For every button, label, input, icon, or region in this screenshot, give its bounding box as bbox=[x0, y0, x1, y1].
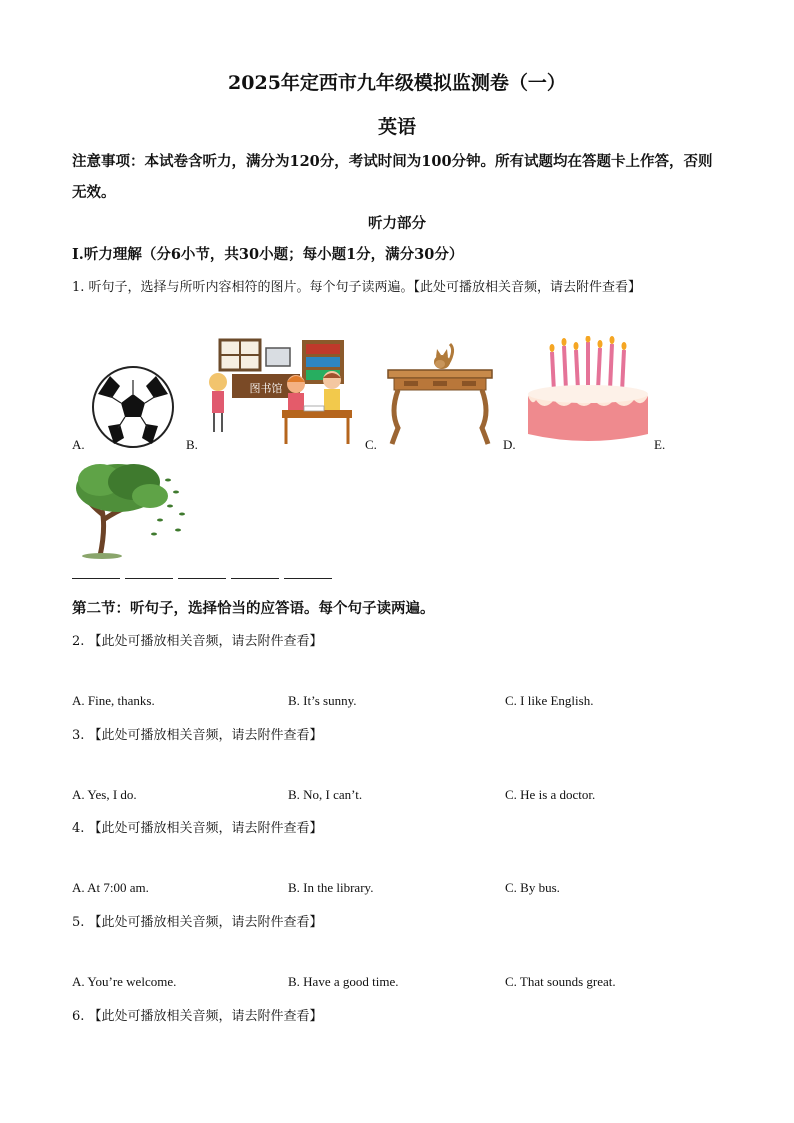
question-3-option-a: A. Yes, I do. bbox=[72, 787, 137, 802]
answer-blanks bbox=[72, 568, 332, 579]
question-3-option-b: B. No, I can’t. bbox=[288, 787, 363, 802]
question-4-option-b: B. In the library. bbox=[288, 880, 374, 895]
question-5-prompt: 5. 【此处可播放相关音频，请去附件查看】 bbox=[72, 915, 323, 930]
question-2-option-b: B. It’s sunny. bbox=[288, 693, 357, 708]
question-6-prompt: 6. 【此处可播放相关音频，请去附件查看】 bbox=[72, 1009, 323, 1024]
cat-on-table-icon bbox=[384, 340, 496, 448]
question-4-option-c: C. By bus. bbox=[505, 880, 560, 895]
listening-section-title: 听力部分 bbox=[368, 215, 426, 232]
exam-title: 2025年定西市九年级模拟监测卷（一） bbox=[228, 72, 566, 94]
picture-c-label: C. bbox=[365, 437, 377, 452]
question-4-option-a: A. At 7:00 am. bbox=[72, 880, 149, 895]
picture-d-label: D. bbox=[503, 437, 516, 452]
section2-title: 第二节：听句子，选择恰当的应答语。每个句子读两遍。 bbox=[72, 600, 435, 617]
birthday-cake-icon bbox=[524, 336, 652, 448]
answer-blank[interactable] bbox=[231, 568, 279, 579]
answer-blank[interactable] bbox=[178, 568, 226, 579]
part1-title: I.听力理解（分6小节，共30小题；每小题1分，满分30分） bbox=[72, 246, 464, 263]
subject-title: 英语 bbox=[377, 116, 416, 138]
answer-blank[interactable] bbox=[125, 568, 173, 579]
question-1-prompt: 1. 听句子，选择与所听内容相符的图片。每个句子读两遍。【此处可播放相关音频，请去附件查看】 bbox=[72, 280, 642, 295]
question-3-option-c: C. He is a doctor. bbox=[505, 787, 596, 802]
question-4-prompt: 4. 【此处可播放相关音频，请去附件查看】 bbox=[72, 821, 323, 836]
answer-blank[interactable] bbox=[284, 568, 332, 579]
library-icon bbox=[204, 338, 354, 448]
question-5-option-b: B. Have a good time. bbox=[288, 974, 399, 989]
notice-text: 注意事项：本试卷含听力，满分为120分，考试时间为100分钟。所有试题均在答题卡上作答，否则无效。 bbox=[72, 153, 713, 201]
question-2-prompt: 2. 【此处可播放相关音频，请去附件查看】 bbox=[72, 634, 323, 649]
tree-in-wind-icon bbox=[72, 458, 190, 560]
soccer-ball-icon bbox=[90, 364, 176, 450]
answer-blank[interactable] bbox=[72, 568, 120, 579]
picture-b-label: B. bbox=[186, 437, 198, 452]
question-2-option-a: A. Fine, thanks. bbox=[72, 693, 155, 708]
picture-a-label: A. bbox=[72, 437, 85, 452]
question-5-option-c: C. That sounds great. bbox=[505, 974, 616, 989]
question-3-prompt: 3. 【此处可播放相关音频，请去附件查看】 bbox=[72, 728, 323, 743]
picture-e-label: E. bbox=[654, 437, 666, 452]
library-sign: 图书馆 bbox=[249, 382, 283, 395]
question-2-option-c: C. I like English. bbox=[505, 693, 594, 708]
question-5-option-a: A. You’re welcome. bbox=[72, 974, 177, 989]
